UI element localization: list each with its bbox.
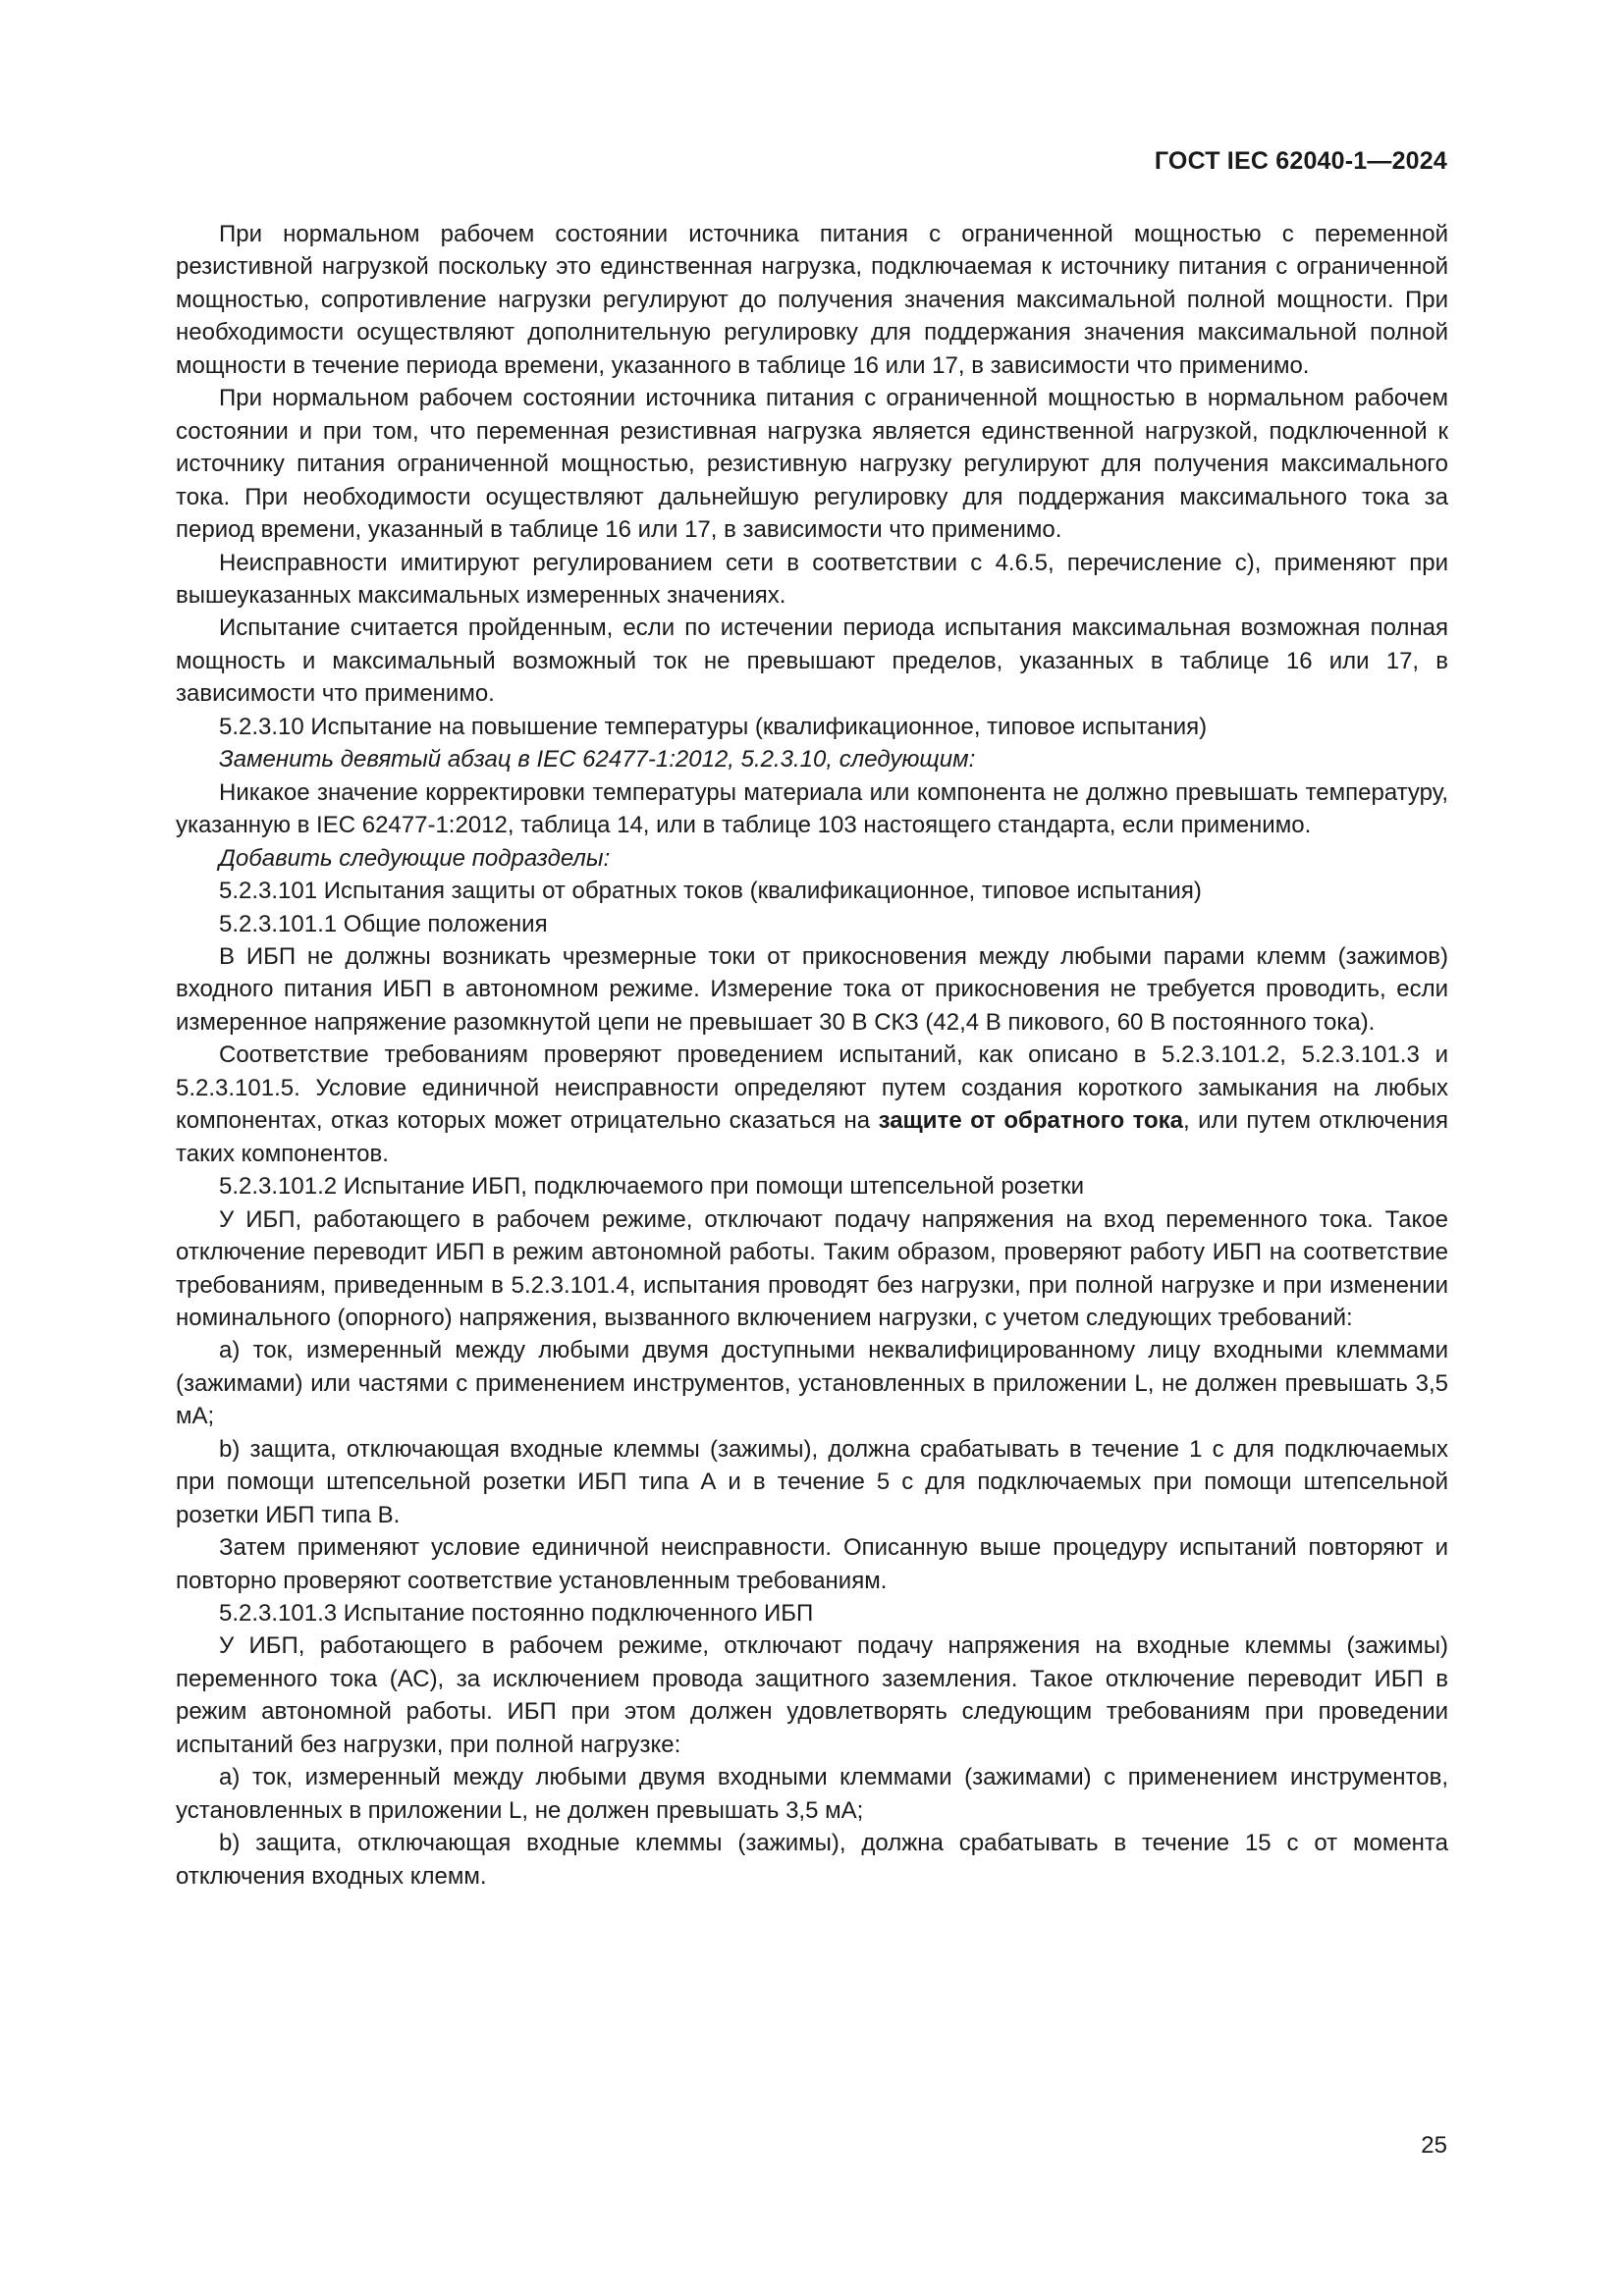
paragraph: Затем применяют условие единичной неисправности. Описанную выше процедуру испытаний повторяют и повторно проверяют соответствие установленным требованиям. xyxy=(176,1534,1448,1594)
paragraph: Неисправности имитируют регулированием сети в соответствии с 4.6.5, перечисление с), применяют при вышеуказанных максимальных измеренных значениях. xyxy=(176,549,1448,609)
list-item: b) защита, отключающая входные клеммы (зажимы), должна срабатывать в течение 15 с от момента отключения входных клемм. xyxy=(176,1830,1448,1890)
section-heading: 5.2.3.101.1 Общие положения xyxy=(219,910,548,937)
paragraph: У ИБП, работающего в рабочем режиме, отключают подачу напряжения на вход переменного тока. Такое отключение переводит ИБП в режим автономной работы. Таким образом, проверяют работу ИБП на соответствие требованиям, приведенным в 5.2.3.101.4, испытания проводят без нагрузки, при полной нагрузке и при изменении номинального (опорного) напряжения, вызванного включением нагрузки, с учетом следующих требований: xyxy=(176,1205,1448,1331)
defined-term: защите от обратного тока xyxy=(878,1107,1184,1135)
document-body xyxy=(176,218,1448,1893)
editorial-instruction: Добавить следующие подразделы: xyxy=(219,844,611,872)
list-item: b) защита, отключающая входные клеммы (зажимы), должна срабатывать в течение 1 с для подключаемых при помощи штепсельной розетки ИБП типа А и в течение 5 с для подключаемых при помощи штепсельной розетки ИБП типа В. xyxy=(176,1435,1448,1528)
paragraph: При нормальном рабочем состоянии источника питания с ограниченной мощностью с переменной резистивной нагрузкой поскольку это единственная нагрузка, подключаемая к источнику питания с ограниченной мощностью, сопротивление нагрузки регулируют до получения значения максимальной полной мощности. При необходимости осуществляют дополнительную регулировку для поддержания значения максимальной полной мощности в течение периода времени, указанного в таблице 16 или 17, в зависимости что применимо. xyxy=(176,221,1448,379)
section-heading: 5.2.3.10 Испытание на повышение температуры (квалификационное, типовое испытания) xyxy=(219,713,1208,740)
paragraph-text: Соответствие требованиям проверяют проведением испытаний, как описано в 5.2.3.101.2, 5.2.3.101.3 и 5.2.3.101.5. Условие единичной неисправности определяют путем создания короткого замыкания на любых компонентах, отказ которых может отрицательно сказаться на xyxy=(176,1041,1448,1135)
paragraph: У ИБП, работающего в рабочем режиме, отключают подачу напряжения на входные клеммы (зажимы) переменного тока (АС), за исключением провода защитного заземления. Такое отключение переводит ИБП в режим автономной работы. ИБП при этом должен удовлетворять следующим требованиям при проведении испытаний без нагрузки, при полной нагрузке: xyxy=(176,1632,1448,1758)
paragraph: Никакое значение корректировки температуры материала или компонента не должно превышать температуру, указанную в IEC 62477-1:2012, таблица 14, или в таблице 103 настоящего стандарта, если применимо. xyxy=(176,778,1448,839)
document-header: ГОСТ IEC 62040-1—2024 xyxy=(1154,147,1447,175)
paragraph xyxy=(176,1039,1448,1170)
section-heading: 5.2.3.101.2 Испытание ИБП, подключаемого при помощи штепсельной розетки xyxy=(219,1173,1085,1201)
section-heading: 5.2.3.101 Испытания защиты от обратных токов (квалификационное, типовое испытания) xyxy=(219,878,1202,905)
editorial-instruction: Заменить девятый абзац в IEC 62477-1:2012, 5.2.3.10, следующим: xyxy=(219,746,976,774)
page-number: 25 xyxy=(1421,2132,1447,2159)
section-heading: 5.2.3.101.3 Испытание постоянно подключенного ИБП xyxy=(219,1600,814,1628)
paragraph-text: , или путем отключения таких компонентов. xyxy=(176,1107,1448,1167)
paragraph: При нормальном рабочем состоянии источника питания с ограниченной мощностью в нормальном рабочем состоянии и при том, что переменная резистивная нагрузка является единственной нагрузкой, подключенной к источнику питания ограниченной мощностью, резистивную нагрузку регулируют для получения максимального тока. При необходимости осуществляют дальнейшую регулировку для поддержания максимального тока за период времени, указанный в таблице 16 или 17, в зависимости что применимо. xyxy=(176,385,1448,544)
paragraph: В ИБП не должны возникать чрезмерные токи от прикосновения между любыми парами клемм (зажимов) входного питания ИБП в автономном режиме. Измерение тока от прикосновения не требуется проводить, если измеренное напряжение разомкнутой цепи не превышает 30 В СКЗ (42,4 В пикового, 60 В постоянного тока). xyxy=(176,942,1448,1036)
list-item: a) ток, измеренный между любыми двумя доступными неквалифицированному лицу входными клеммами (зажимами) или частями с применением инструментов, установленных в приложении L, не должен превышать 3,5 мА; xyxy=(176,1337,1448,1430)
paragraph: Испытание считается пройденным, если по истечении периода испытания максимальная возможная полная мощность и максимальный возможный ток не превышают пределов, указанных в таблице 16 или 17, в зависимости что применимо. xyxy=(176,614,1448,708)
list-item: a) ток, измеренный между любыми двумя входными клеммами (зажимами) с применением инструментов, установленных в приложении L, не должен превышать 3,5 мА; xyxy=(176,1764,1448,1824)
